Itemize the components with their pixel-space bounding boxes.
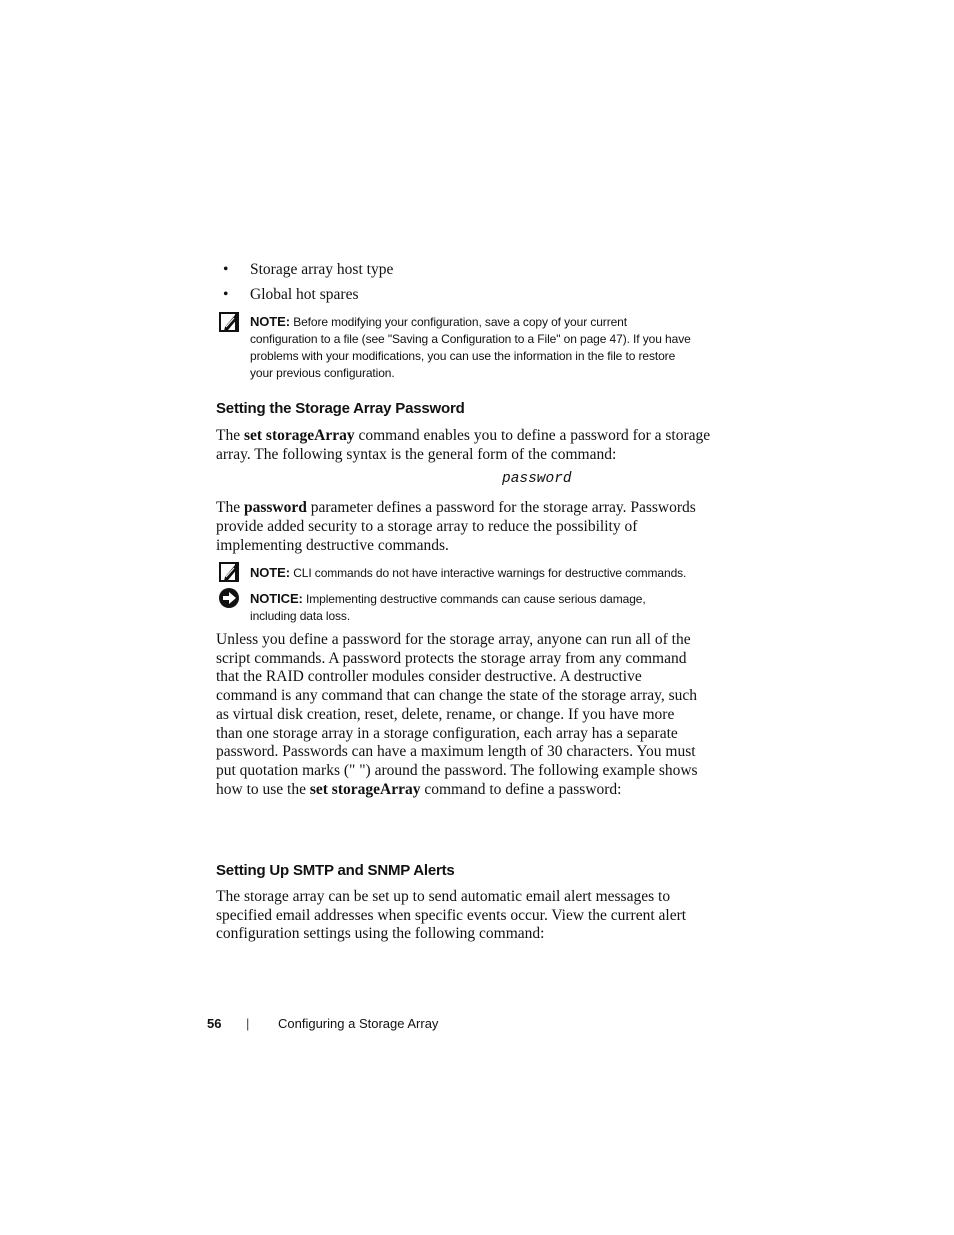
bullet-item-host-type: Storage array host type	[250, 261, 394, 278]
note-line: problems with your modifications, you can use the information in the file to restore	[250, 349, 676, 363]
section-heading-password: Setting the Storage Array Password	[216, 400, 465, 417]
paragraph-password-explanation	[216, 631, 736, 799]
command-name: set storageArray	[309, 780, 421, 798]
paragraph-password-parameter	[216, 498, 726, 555]
text-line: Unless you define a password for the storage array, anyone can run all of the	[216, 631, 691, 648]
note-pencil-icon	[219, 562, 239, 582]
text-line: password. Passwords can have a maximum length of 30 characters. You must	[216, 743, 696, 761]
text-run: how to use the	[216, 780, 310, 798]
text-line: as virtual disk creation, reset, delete, rename, or change. If you have more	[216, 705, 675, 723]
command-syntax-password: password	[502, 471, 572, 487]
text-line: put quotation marks (" ") around the password. The following example shows	[216, 761, 698, 779]
page-number: 56	[207, 1016, 222, 1031]
note-label: NOTE:	[250, 314, 290, 329]
note-text: CLI commands do not have interactive warnings for destructive commands.	[293, 566, 687, 580]
text-run: command enables you to define a password for a storage	[354, 427, 711, 444]
text-run: The	[216, 427, 244, 444]
text-line: command is any command that can change the state of the storage array, such	[216, 687, 698, 705]
bullet-marker: •	[223, 261, 229, 278]
notice-line: including data loss.	[250, 609, 351, 623]
footer-chapter-title: Configuring a Storage Array	[278, 1016, 439, 1031]
note-cli-warnings	[250, 564, 730, 582]
notice-label: NOTICE:	[250, 591, 303, 606]
text-line: The storage array can be set up to send automatic email alert messages to	[216, 888, 671, 905]
parameter-name: password	[243, 499, 307, 516]
note-label: NOTE:	[250, 565, 290, 580]
notice-arrow-icon	[219, 588, 239, 608]
text-line: provide added security to a storage array to reduce the possibility of	[216, 518, 638, 535]
text-line: configuration settings using the following command:	[216, 925, 545, 943]
text-line: script commands. A password protects the storage array from any command	[216, 649, 687, 667]
text-line: array. The following syntax is the general form of the command:	[216, 446, 617, 463]
note-pencil-icon	[219, 312, 239, 332]
bullet-marker: •	[223, 286, 229, 303]
text-run: parameter defines a password for the storage array. Passwords	[306, 499, 696, 516]
notice-destructive-commands	[250, 590, 720, 625]
note-line: configuration to a file (see "Saving a Configuration to a File" on page 47). If you have	[250, 332, 691, 346]
paragraph-email-alerts	[216, 888, 726, 944]
footer-separator: |	[246, 1016, 250, 1031]
command-name: set storageArray	[243, 427, 355, 444]
text-line: specified email addresses when specific events occur. View the current alert	[216, 906, 687, 924]
notice-line: Implementing destructive commands can cause serious damage,	[305, 592, 646, 606]
text-line: that the RAID controller modules consider destructive. A destructive	[216, 668, 642, 686]
note-line: your previous configuration.	[250, 366, 395, 380]
section-heading-smtp-snmp: Setting Up SMTP and SNMP Alerts	[216, 862, 455, 879]
text-run: command to define a password:	[420, 780, 622, 798]
note-line: Before modifying your configuration, save a copy of your current	[293, 315, 627, 329]
bullet-item-hot-spares: Global hot spares	[250, 286, 359, 303]
note-before-modifying	[250, 313, 720, 382]
paragraph-set-storage-array	[216, 426, 726, 464]
text-line: than one storage array in a storage configuration, each array has a separate	[216, 724, 678, 742]
text-line: implementing destructive commands.	[216, 537, 449, 554]
text-run: The	[216, 499, 244, 516]
